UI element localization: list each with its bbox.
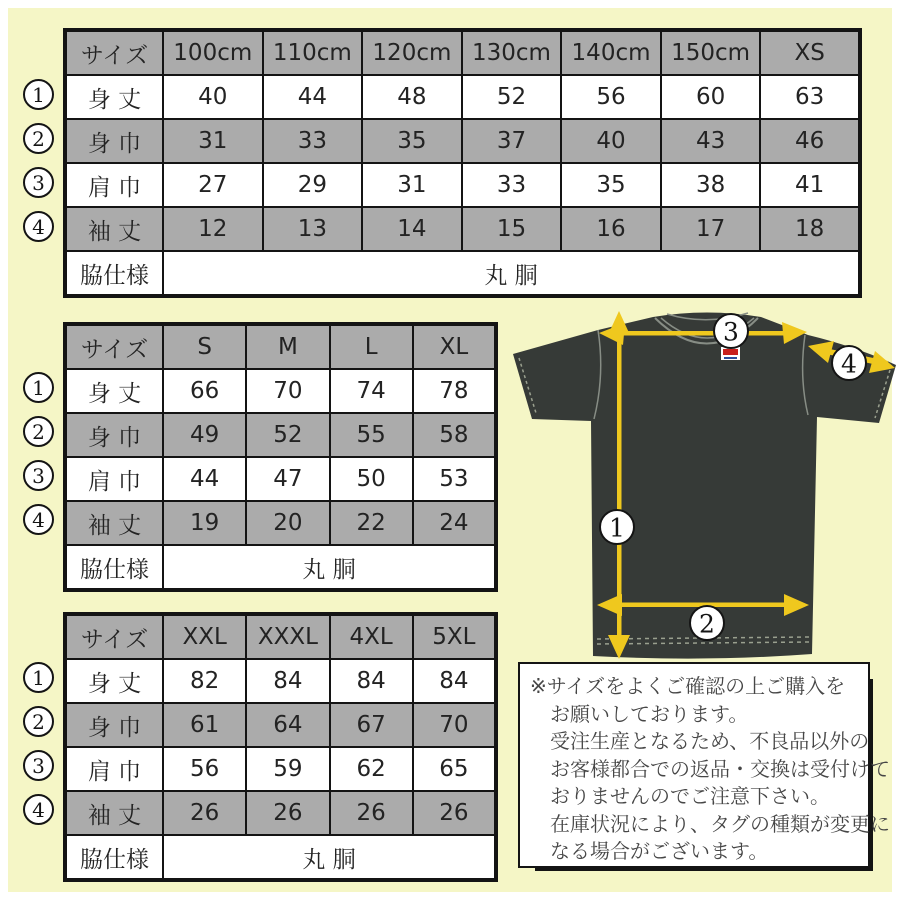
size-value: 26 <box>330 791 413 835</box>
footer-value: 丸 胴 <box>163 545 496 590</box>
note-line: 在庫状況により、タグの種類が変更に <box>550 811 890 836</box>
row-label: 身 丈 <box>65 369 163 413</box>
size-value: 19 <box>163 501 246 545</box>
size-column-header: S <box>163 324 246 369</box>
svg-text:4: 4 <box>841 349 857 379</box>
marker-2-icon: 2 <box>23 706 54 737</box>
size-header-label: サイズ <box>65 30 163 75</box>
size-column-header: L <box>330 324 413 369</box>
size-column-header: 120cm <box>362 30 462 75</box>
size-value: 52 <box>462 75 562 119</box>
purchase-note <box>518 662 890 868</box>
size-value: 38 <box>661 163 761 207</box>
note-line: ※サイズをよくご確認の上ご購入を <box>530 674 846 698</box>
size-value: 29 <box>263 163 363 207</box>
row-label: 身 巾 <box>65 703 163 747</box>
size-column-header: 130cm <box>462 30 562 75</box>
size-column-header: 5XL <box>413 614 496 659</box>
size-value: 52 <box>246 413 329 457</box>
row-label: 袖 丈 <box>65 501 163 545</box>
size-value: 70 <box>246 369 329 413</box>
size-value: 58 <box>413 413 496 457</box>
size-value: 66 <box>163 369 246 413</box>
size-value: 26 <box>163 791 246 835</box>
size-value: 44 <box>163 457 246 501</box>
marker-4-icon: 4 <box>23 504 54 535</box>
size-table-s-xl <box>63 322 498 592</box>
size-column-header: 100cm <box>163 30 263 75</box>
size-column-header: XL <box>413 324 496 369</box>
size-value: 74 <box>330 369 413 413</box>
size-value: 56 <box>561 75 661 119</box>
size-table-kids-xs <box>63 28 862 298</box>
size-column-header: 140cm <box>561 30 661 75</box>
size-header-label: サイズ <box>65 614 163 659</box>
size-value: 27 <box>163 163 263 207</box>
row-label: 肩 巾 <box>65 457 163 501</box>
size-column-header: XXL <box>163 614 246 659</box>
tshirt-measurement-diagram <box>505 305 900 663</box>
size-value: 82 <box>163 659 246 703</box>
marker-3-icon: 3 <box>23 460 54 491</box>
size-value: 44 <box>263 75 363 119</box>
note-line: 受注生産となるため、不良品以外の <box>550 729 870 753</box>
size-value: 16 <box>561 207 661 251</box>
size-value: 53 <box>413 457 496 501</box>
size-value: 26 <box>246 791 329 835</box>
marker-1-icon: 1 <box>23 372 54 403</box>
note-line: おりませんのでご注意下さい。 <box>550 784 830 808</box>
size-value: 48 <box>362 75 462 119</box>
size-value: 59 <box>246 747 329 791</box>
footer-label: 脇仕様 <box>65 545 163 590</box>
size-value: 41 <box>760 163 860 207</box>
size-value: 26 <box>413 791 496 835</box>
size-value: 84 <box>330 659 413 703</box>
svg-text:1: 1 <box>609 513 625 543</box>
diagram-marker-1 <box>600 510 634 544</box>
size-header-label: サイズ <box>65 324 163 369</box>
size-value: 20 <box>246 501 329 545</box>
size-value: 17 <box>661 207 761 251</box>
size-value: 84 <box>413 659 496 703</box>
diagram-marker-2 <box>690 606 724 640</box>
size-value: 18 <box>760 207 860 251</box>
size-table-xxl-5xl <box>63 612 498 882</box>
size-column-header: XS <box>760 30 860 75</box>
size-column-header: 110cm <box>263 30 363 75</box>
row-label: 肩 巾 <box>65 747 163 791</box>
size-value: 31 <box>163 119 263 163</box>
note-line: お客様都合での返品・交換は受付けて <box>550 756 890 781</box>
row-label: 身 巾 <box>65 413 163 457</box>
size-value: 35 <box>561 163 661 207</box>
note-line: なる場合がございます。 <box>550 839 769 863</box>
size-value: 55 <box>330 413 413 457</box>
footer-value: 丸 胴 <box>163 251 860 296</box>
size-column-header: 4XL <box>330 614 413 659</box>
row-label: 袖 丈 <box>65 791 163 835</box>
marker-2-icon: 2 <box>23 123 54 154</box>
size-value: 37 <box>462 119 562 163</box>
marker-3-icon: 3 <box>23 750 54 781</box>
size-column-header: 150cm <box>661 30 761 75</box>
marker-4-icon: 4 <box>23 211 54 242</box>
row-label: 身 丈 <box>65 75 163 119</box>
size-value: 78 <box>413 369 496 413</box>
size-value: 12 <box>163 207 263 251</box>
footer-label: 脇仕様 <box>65 835 163 880</box>
size-value: 67 <box>330 703 413 747</box>
diagram-marker-3 <box>714 314 748 348</box>
size-value: 24 <box>413 501 496 545</box>
size-value: 31 <box>362 163 462 207</box>
size-value: 61 <box>163 703 246 747</box>
marker-2-icon: 2 <box>23 416 54 447</box>
marker-3-icon: 3 <box>23 167 54 198</box>
footer-value: 丸 胴 <box>163 835 496 880</box>
size-column-header: XXXL <box>246 614 329 659</box>
svg-text:3: 3 <box>723 317 739 347</box>
marker-1-icon: 1 <box>23 662 54 693</box>
size-value: 33 <box>462 163 562 207</box>
size-value: 40 <box>163 75 263 119</box>
size-column-header: M <box>246 324 329 369</box>
size-value: 35 <box>362 119 462 163</box>
size-value: 49 <box>163 413 246 457</box>
size-value: 47 <box>246 457 329 501</box>
marker-1-icon: 1 <box>23 79 54 110</box>
marker-4-icon: 4 <box>23 794 54 825</box>
size-value: 70 <box>413 703 496 747</box>
size-value: 60 <box>661 75 761 119</box>
size-value: 14 <box>362 207 462 251</box>
row-label: 身 丈 <box>65 659 163 703</box>
note-line: お願いしております。 <box>550 701 749 726</box>
size-value: 50 <box>330 457 413 501</box>
size-value: 33 <box>263 119 363 163</box>
size-value: 65 <box>413 747 496 791</box>
diagram-marker-4 <box>832 346 866 380</box>
size-value: 15 <box>462 207 562 251</box>
footer-label: 脇仕様 <box>65 251 163 296</box>
size-value: 62 <box>330 747 413 791</box>
row-label: 袖 丈 <box>65 207 163 251</box>
size-value: 63 <box>760 75 860 119</box>
size-value: 40 <box>561 119 661 163</box>
size-value: 13 <box>263 207 363 251</box>
row-label: 肩 巾 <box>65 163 163 207</box>
size-value: 22 <box>330 501 413 545</box>
size-value: 84 <box>246 659 329 703</box>
size-value: 56 <box>163 747 246 791</box>
svg-text:2: 2 <box>699 609 715 639</box>
row-label: 身 巾 <box>65 119 163 163</box>
size-value: 43 <box>661 119 761 163</box>
size-value: 64 <box>246 703 329 747</box>
size-value: 46 <box>760 119 860 163</box>
